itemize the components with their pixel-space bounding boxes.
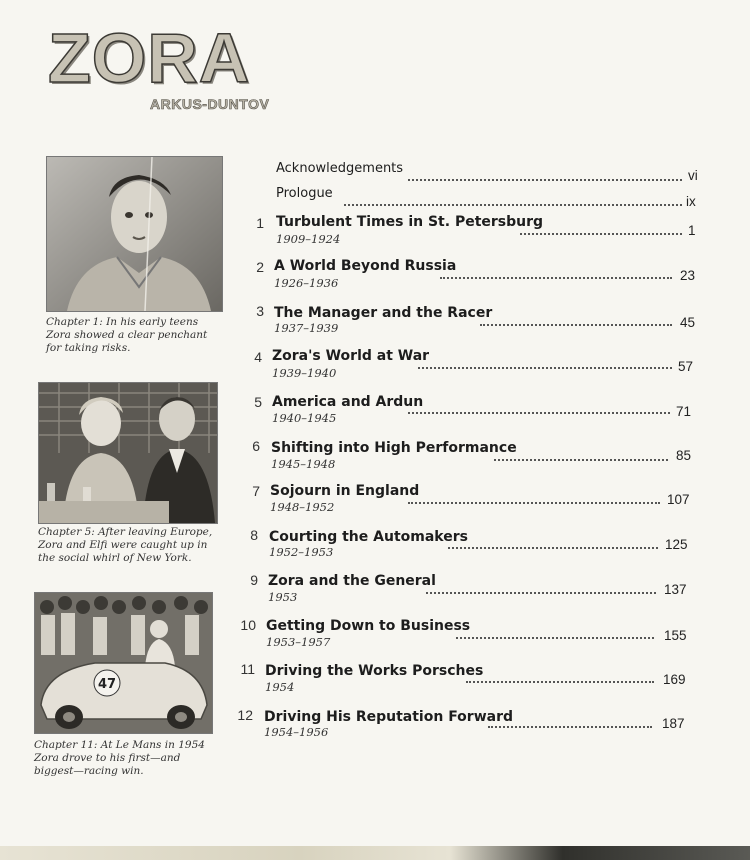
toc-row-chapter-6 <box>0 440 750 480</box>
toc-leader-dots <box>466 671 654 683</box>
photo-caption-2: Chapter 5: After leaving Europe, Zora and Elfi were caught up in the social whirl of New York. <box>38 526 213 564</box>
car-number: 47 <box>97 677 117 692</box>
toc-years: 1939–1940 <box>272 366 337 380</box>
toc-title: A World Beyond Russia <box>274 258 462 274</box>
toc-page-number: 169 <box>663 672 686 687</box>
toc-row-chapter-8 <box>0 529 750 569</box>
toc-leader-dots <box>448 537 658 549</box>
toc-page-number: 1 <box>688 223 696 238</box>
photo-caption-1: Chapter 1: In his early teens Zora showed a clear penchant for taking risks. <box>46 316 208 354</box>
toc-row-chapter-5 <box>0 394 750 434</box>
toc-chapter-number: 4 <box>254 349 262 365</box>
toc-years: 1953–1957 <box>266 635 331 649</box>
toc-years: 1953 <box>268 590 298 604</box>
toc-chapter-number: 11 <box>240 661 255 677</box>
toc-row-chapter-7 <box>0 483 750 523</box>
toc-years: 1926–1936 <box>274 276 339 290</box>
toc-page-number: ix <box>686 194 696 209</box>
toc-title: The Manager and the Racer <box>274 305 498 321</box>
toc-chapter-number: 1 <box>256 215 264 231</box>
toc-leader-dots <box>480 314 672 326</box>
toc-page-number: 85 <box>676 448 692 463</box>
toc-leader-dots <box>440 267 672 279</box>
toc-title: Zora's World at War <box>272 348 435 364</box>
toc-title: Zora and the General <box>268 573 442 589</box>
toc-years: 1909–1924 <box>276 232 341 246</box>
toc-title: Prologue <box>276 186 339 201</box>
toc-chapter-number: 9 <box>250 572 258 588</box>
toc-leader-dots <box>344 194 682 206</box>
toc-page-number: 187 <box>662 716 685 731</box>
toc-chapter-number: 2 <box>256 259 264 275</box>
toc-leader-dots <box>408 169 682 181</box>
toc-leader-dots <box>408 402 670 414</box>
toc-title: Acknowledgements <box>276 161 409 176</box>
toc-years: 1954 <box>265 680 295 694</box>
toc-title: Shifting into High Performance <box>271 440 523 456</box>
toc-leader-dots <box>418 357 672 369</box>
toc-row-chapter-12 <box>0 709 750 749</box>
toc-chapter-number: 7 <box>252 483 260 499</box>
toc-row-chapter-3 <box>0 305 750 345</box>
toc-chapter-number: 3 <box>256 303 264 319</box>
toc-title: Courting the Automakers <box>269 529 474 545</box>
toc-page-number: vi <box>688 168 698 183</box>
toc-years: 1954–1956 <box>264 725 329 739</box>
photo-caption-3: Chapter 11: At Le Mans in 1954 Zora drove to his first—and biggest—racing win. <box>34 739 205 777</box>
toc-leader-dots <box>456 627 654 639</box>
toc-leader-dots <box>426 582 656 594</box>
toc-page-number: 57 <box>678 359 694 374</box>
toc-row-chapter-4 <box>0 348 750 388</box>
toc-years: 1940–1945 <box>272 411 337 425</box>
toc-row-chapter-2 <box>0 258 750 298</box>
toc-years: 1945–1948 <box>271 457 336 471</box>
toc-title: America and Ardun <box>272 394 429 410</box>
toc-chapter-number: 12 <box>237 707 253 723</box>
page-edge <box>0 846 750 860</box>
toc-page-number: 45 <box>680 315 696 330</box>
toc-page-number: 71 <box>676 404 692 419</box>
toc-page-number: 155 <box>664 628 687 643</box>
toc-chapter-number: 10 <box>240 617 256 633</box>
toc-title: Getting Down to Business <box>266 618 476 634</box>
toc-title: Driving the Works Porsches <box>265 663 489 679</box>
toc-years: 1937–1939 <box>274 321 339 335</box>
toc-row-chapter-10 <box>0 618 750 658</box>
toc-years: 1952–1953 <box>269 545 334 559</box>
toc-chapter-number: 5 <box>254 394 262 410</box>
toc-page-number: 137 <box>664 582 687 597</box>
toc-years: 1948–1952 <box>270 500 335 514</box>
toc-title: Turbulent Times in St. Petersburg <box>276 214 549 230</box>
toc-title: Driving His Reputation Forward <box>264 709 519 725</box>
toc-page-number: 125 <box>665 537 688 552</box>
toc-title: Sojourn in England <box>270 483 425 499</box>
book-subtitle: ARKUS-DUNTOV <box>150 96 270 112</box>
toc-leader-dots <box>408 492 660 504</box>
toc-page-number: 23 <box>680 268 696 283</box>
book-title: ZORA <box>48 19 251 97</box>
toc-page-number: 107 <box>667 492 690 507</box>
toc-row-chapter-9 <box>0 573 750 613</box>
toc-chapter-number: 6 <box>252 438 260 454</box>
toc-chapter-number: 8 <box>250 527 258 543</box>
toc-row-chapter-1 <box>0 214 750 254</box>
toc-row-chapter-11 <box>0 663 750 703</box>
